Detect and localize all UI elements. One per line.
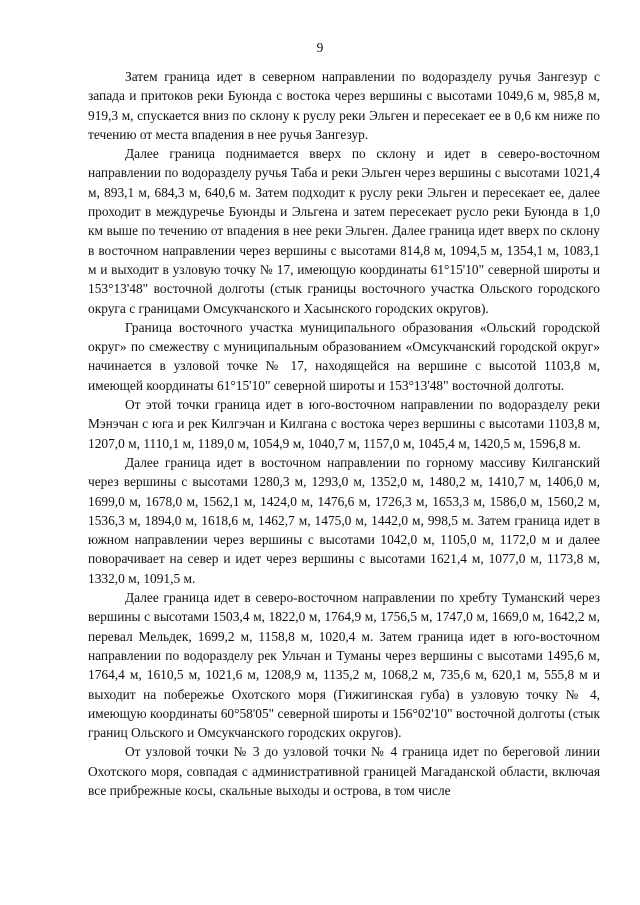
paragraph-4: От этой точки граница идет в юго-восточном направлении по водоразделу реки Мэнэчан с юга и рек Килгэчан и Килгана с востока через вершины с высотами 1103,8 м, 1207,0 м, 1110,1 м, 1189,0 м, 1054,9 м, 1040,7 м, 1157,0 м, 1045,4 м, 1420,5 м, 1596,8 м. — [88, 397, 600, 451]
document-body — [88, 67, 600, 800]
page-number: 9 — [316, 40, 324, 55]
paragraph-3: Граница восточного участка муниципального образования «Ольский городской округ» по смежеству с муниципальным образованием «Омсукчанский городской округ» начинается в узловой точке № 17, находящейся на вершине с высотой 1103,8 м, имеющей координаты 61°15'10" северной широты и 153°13'48" восточной долготы. — [88, 319, 600, 393]
paragraph-5: Далее граница идет в восточном направлении по горному массиву Килганский через вершины с высотами 1280,3 м, 1293,0 м, 1352,0 м, 1480,2 м, 1410,7 м, 1406,0 м, 1699,0 м, 1678,0 м, 1562,1 м, 1424,0 м, 1476,6 м, 1726,3 м, 1653,3 м, 1586,0 м, 1560,2 м, 1536,3 м, 1894,0 м, 1618,6 м, 1462,7 м, 1475,0 м, 1442,0 м, 998,5 м. Затем граница идет в южном направлении через вершины с высотами 1042,0 м, 1105,0 м, 1172,0 м и далее поворачивает на север и идет через вершины с высотами 1621,4 м, 1077,0 м, 1173,8 м, 1332,0 м, 1091,5 м. — [88, 454, 600, 586]
paragraph-6: Далее граница идет в северо-восточном направлении по хребту Туманский через вершины с высотами 1503,4 м, 1822,0 м, 1764,9 м, 1756,5 м, 1747,0 м, 1669,0 м, 1642,2 м, перевал Мельдек, 1699,2 м, 1158,8 м, 1020,4 м. Затем граница идет в юго-восточном направлении по водоразделу рек Ульчан и Туманы через вершины с высотами 1495,6 м, 1764,4 м, 1610,5 м, 1021,6 м, 1208,9 м, 1135,2 м, 1068,2 м, 735,6 м, 620,1 м, 555,8 м и выходит на побережье Охотского моря (Гижигинская губа) в узловую точку № 4, имеющую координаты 60°58'05" северной широты и 156°02'10" восточной долготы (стык границ Ольского и Омсукчанского городских округов). — [88, 590, 600, 741]
paragraph-7: От узловой точки № 3 до узловой точки № 4 граница идет по береговой линии Охотского моря, совпадая с административной границей Магаданской области, включая все прибрежные косы, скальные выходы и острова, в том числе — [88, 744, 600, 798]
paragraph-2: Далее граница поднимается вверх по склону и идет в северо-восточном направлении по водоразделу ручья Таба и реки Эльген через вершины с высотами 1021,4 м, 893,1 м, 684,3 м, 640,6 м. Затем подходит к руслу реки Эльген и пересекает ее, далее проходит в междуречье Буюнды и Эльгена и затем пересекает русло реки Буюнда в 1,0 км выше по течению от впадения в нее реки Эльген. Далее граница идет вверх по склону в восточном направлении через вершины с высотами 814,8 м, 1094,5 м, 1354,1 м, 1083,1 м и выходит в узловую точку № 17, имеющую координаты 61°15'10" северной широты и 153°13'48" восточной долготы (стык границы восточного участка Ольского городского округа с границами Омсукчанского и Хасынского городских округов). — [88, 146, 600, 316]
paragraph-1: Затем граница идет в северном направлении по водоразделу ручья Зангезур с запада и притоков реки Буюнда с востока через вершины с высотами 1049,6 м, 985,8 м, 919,3 м, спускается вниз по склону к руслу реки Эльген и пересекает ее в 0,6 км ниже по течению от места впадения в нее ручья Зангезур. — [88, 69, 600, 142]
